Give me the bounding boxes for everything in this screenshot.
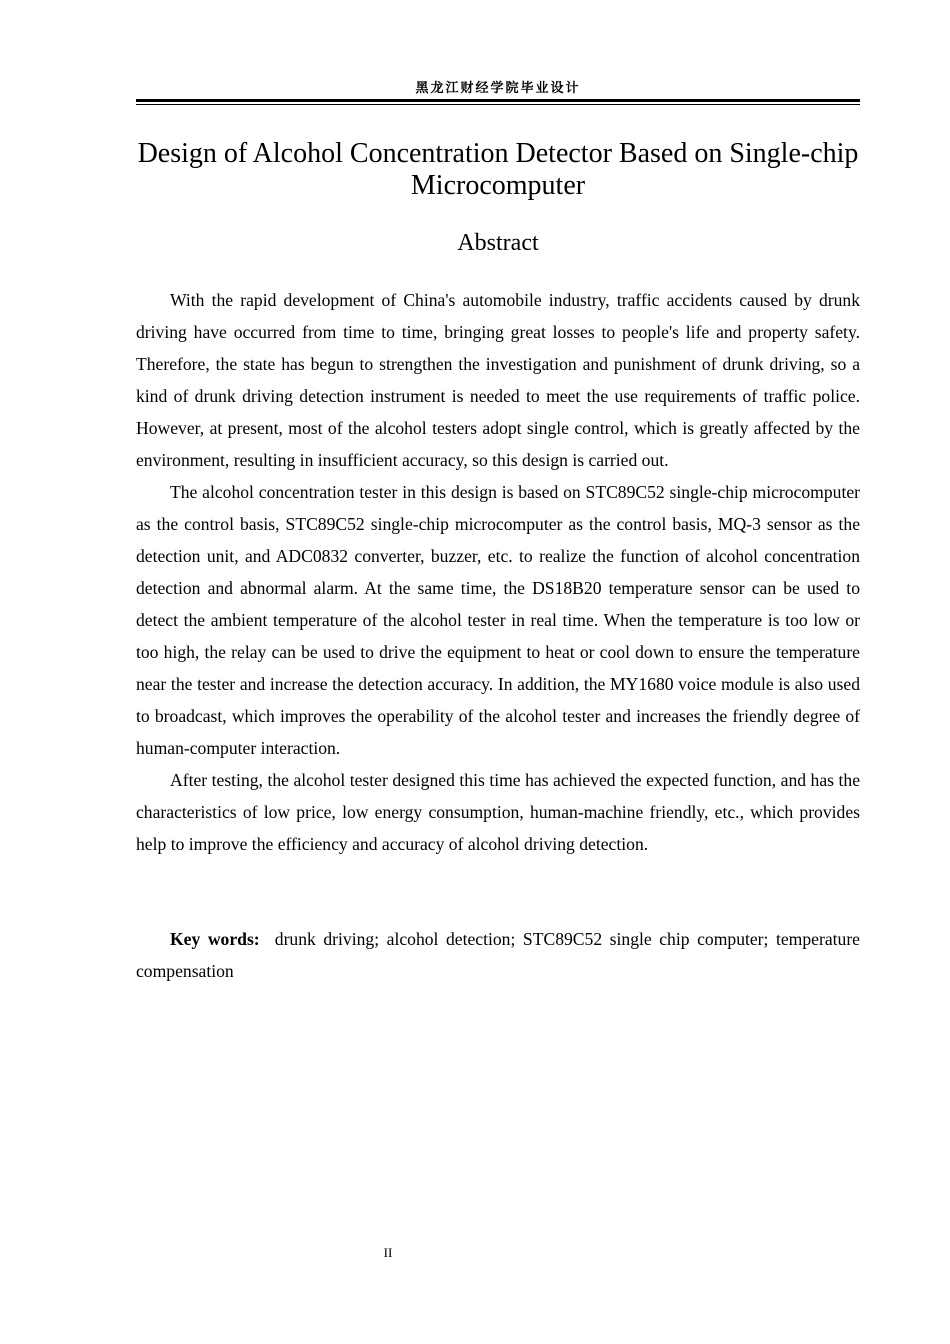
page-number: II <box>383 1245 393 1260</box>
abstract-paragraph: With the rapid development of China's automobile industry, traffic accidents caused by drunk driving have occurred from time to time, bringing great losses to people's life and property safety. Therefore, the state has begun to strengthen the investigation and punishment of drunk driving, so a kind of drunk driving detection instrument is needed to meet the use requirements of traffic police. However, at present, most of the alcohol testers adopt single control, which is greatly affected by the environment, resulting in insufficient accuracy, so this design is carried out. <box>136 290 860 470</box>
abstract-paragraph: The alcohol concentration tester in this design is based on STC89C52 single-chip microcomputer as the control basis, STC89C52 single-chip microcomputer as the control basis, MQ-3 sensor as the detection unit, and ADC0832 converter, buzzer, etc. to realize the function of alcohol concentration detection and abnormal alarm. At the same time, the DS18B20 temperature sensor can be used to detect the ambient temperature of the alcohol tester in real time. When the temperature is too low or too high, the relay can be used to drive the equipment to heat or cool down to ensure the temperature near the tester and increase the detection accuracy. In addition, the MY1680 voice module is also used to broadcast, which improves the operability of the alcohol tester and increases the friendly degree of human-computer interaction. <box>136 482 860 758</box>
header-rule-thin <box>136 104 860 105</box>
document-title: Design of Alcohol Concentration Detector Based on Single-chip Microcomputer <box>137 138 859 201</box>
keywords-text: drunk driving; alcohol detection; STC89C52 single chip computer; temperature compensation <box>136 929 860 981</box>
abstract-paragraph: After testing, the alcohol tester designed this time has achieved the expected function, and has the characteristics of low price, low energy consumption, human-machine friendly, etc., which provides help to improve the efficiency and accuracy of alcohol driving detection. <box>136 770 860 854</box>
running-header: 黑龙江财经学院毕业设计 <box>415 81 581 96</box>
keywords-label: Key words: <box>170 929 260 949</box>
header-rule-thick <box>136 99 860 102</box>
keywords-line <box>136 923 860 987</box>
abstract-heading: Abstract <box>457 230 539 256</box>
abstract-body <box>136 284 860 860</box>
